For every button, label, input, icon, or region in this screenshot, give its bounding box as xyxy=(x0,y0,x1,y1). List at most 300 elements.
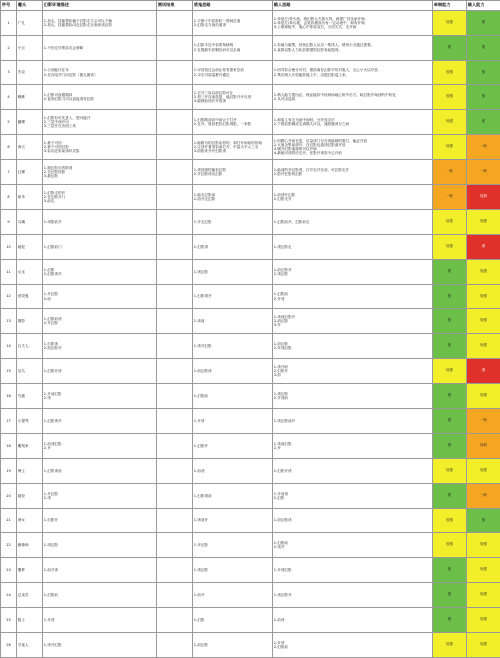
cell-index[interactable]: 7 xyxy=(1,160,17,185)
cell-hunter-name[interactable]: 雕刻家 xyxy=(17,433,43,458)
cell-test-result[interactable] xyxy=(157,135,193,160)
cell-line: 1.诱幻影开 xyxy=(273,593,292,598)
cell-lure-plan[interactable] xyxy=(193,533,273,558)
cell-line: 2.在闪电开门问幻影（极大测试） xyxy=(43,72,98,77)
cell-hunter-name[interactable]: 渔女 xyxy=(17,508,43,533)
cell-lure-plan[interactable] xyxy=(193,209,273,234)
cell-line: 1.鹤人能力提出必，保证能彩中转到场地心的中后方，给幻影开始回的中转处 xyxy=(273,93,396,98)
cell-hunter-plan[interactable] xyxy=(273,35,433,60)
cell-line: 1.诱幻影 xyxy=(193,568,209,573)
cell-environment[interactable] xyxy=(43,209,157,234)
cell-hunter-rating[interactable]: 较强 xyxy=(467,209,500,234)
cell-hunter-name[interactable]: 蜡像师 xyxy=(17,533,43,558)
cell-hunter-rating[interactable]: 较弱 xyxy=(467,185,500,210)
cell-test-result[interactable] xyxy=(157,384,193,409)
cell-line: 1.前诱 xyxy=(273,618,285,623)
cell-hunter-plan[interactable] xyxy=(273,10,433,35)
cell-line: 2.在幻影开门 xyxy=(43,194,66,199)
cell-lure-plan[interactable] xyxy=(193,583,273,608)
cell-hold-rating[interactable]: 强 xyxy=(433,409,467,434)
cell-line: 2.加三开存前放进，能幻影开开反诱 xyxy=(193,95,252,100)
cell-line: 1.开幻影 xyxy=(43,491,59,496)
cell-hunter-plan[interactable] xyxy=(273,433,433,458)
cell-hold-rating[interactable]: 较强 xyxy=(433,458,467,483)
cell-hunter-name[interactable]: 红蝶 xyxy=(17,160,43,185)
cell-line: 3.刚开幻影鬼道的可以开始 xyxy=(273,147,317,152)
cell-index[interactable]: 15 xyxy=(1,359,17,384)
cell-environment[interactable] xyxy=(43,533,157,558)
cell-environment[interactable] xyxy=(43,185,157,210)
cell-line: 2.在图最半彩钢存前可以去离 xyxy=(193,47,241,52)
header-test-result[interactable]: 测试结果 xyxy=(157,1,193,11)
cell-test-result[interactable] xyxy=(157,60,193,85)
cell-line: 2.从可由巡视 xyxy=(273,97,296,102)
cell-test-result[interactable] xyxy=(157,458,193,483)
cell-hunter-name[interactable]: 女巫 xyxy=(17,259,43,284)
cell-index[interactable]: 5 xyxy=(1,110,17,135)
table-row xyxy=(1,433,500,458)
cell-index[interactable]: 4 xyxy=(1,85,17,110)
cell-line: 1.单怒左/带火池，统幻影元左我火线，就提广宫巫添开始 xyxy=(273,16,365,21)
cell-line: 1.幻影开诱 xyxy=(273,468,292,473)
cell-index[interactable]: 10 xyxy=(1,234,17,259)
cell-index[interactable]: 6 xyxy=(1,135,17,160)
cell-lure-plan[interactable] xyxy=(193,483,273,508)
cell-hold-rating[interactable]: 强 xyxy=(433,334,467,359)
cell-hunter-plan[interactable] xyxy=(273,483,433,508)
cell-line: 1.诱前幻影开 xyxy=(273,315,296,320)
cell-hunter-plan[interactable] xyxy=(273,458,433,483)
header-row xyxy=(1,1,500,11)
cell-environment[interactable] xyxy=(43,284,157,309)
cell-test-result[interactable] xyxy=(157,583,193,608)
cell-test-result[interactable] xyxy=(157,558,193,583)
cell-hunter-name[interactable]: 小丑 xyxy=(17,35,43,60)
header-environment[interactable]: 幻影环境描述 xyxy=(43,1,157,11)
cell-line: 1.诱幻影 xyxy=(193,269,209,274)
cell-hunter-name[interactable]: 蝴蝶 xyxy=(17,110,43,135)
cell-line: 2.诱 xyxy=(43,396,51,401)
cell-hold-rating[interactable]: 强 xyxy=(433,483,467,508)
cell-hold-rating[interactable]: 强 xyxy=(433,583,467,608)
cell-line: 2.开诱幻影 xyxy=(273,346,292,351)
cell-lure-plan[interactable] xyxy=(193,10,273,35)
cell-hunter-plan[interactable] xyxy=(273,85,433,110)
cell-hunter-rating[interactable]: 一般 xyxy=(467,409,500,434)
cell-test-result[interactable] xyxy=(157,334,193,359)
cell-hold-rating[interactable]: 较强 xyxy=(433,508,467,533)
cell-hunter-rating[interactable]: 较强 xyxy=(467,633,500,658)
cell-hunter-rating[interactable]: 较强 xyxy=(467,458,500,483)
cell-hunter-rating[interactable]: 较强 xyxy=(467,309,500,334)
cell-test-result[interactable] xyxy=(157,608,193,633)
cell-hunter-plan[interactable] xyxy=(273,284,433,309)
cell-lure-plan[interactable] xyxy=(193,384,273,409)
cell-line: 1.和盾人有走为前中间回，分开放走后 xyxy=(273,118,335,123)
cell-lure-plan[interactable] xyxy=(193,558,273,583)
header-hold-ability[interactable]: 牵制能力 xyxy=(433,1,467,11)
cell-environment[interactable] xyxy=(43,309,157,334)
cell-line: 3.开 xyxy=(273,323,281,328)
cell-index[interactable]: 12 xyxy=(1,284,17,309)
cell-hunter-plan[interactable] xyxy=(273,135,433,160)
cell-hold-rating[interactable]: 较强 xyxy=(433,85,467,110)
cell-lure-plan[interactable] xyxy=(193,409,273,434)
cell-environment[interactable] xyxy=(43,558,157,583)
cell-hunter-name[interactable]: 记录员 xyxy=(17,583,43,608)
cell-hunter-rating[interactable]: 较强 xyxy=(467,334,500,359)
cell-test-result[interactable] xyxy=(157,309,193,334)
cell-line: 1.诱幻影 xyxy=(43,543,59,548)
cell-index[interactable]: 21 xyxy=(1,508,17,533)
cell-line: 1.幻影诱开 xyxy=(193,294,212,299)
cell-hunter-rating[interactable]: 较强 xyxy=(467,533,500,558)
cell-hunter-name[interactable]: 宿伞 xyxy=(17,185,43,210)
cell-line: 1.诱影前开 xyxy=(43,219,62,224)
cell-index[interactable]: 2 xyxy=(1,35,17,60)
cell-line: 3.能够前诱开开放诱 xyxy=(193,99,226,104)
cell-lure-plan[interactable] xyxy=(193,633,273,658)
cell-hunter-plan[interactable] xyxy=(273,185,433,210)
cell-test-result[interactable] xyxy=(157,433,193,458)
cell-line: 2.在开，将回把彩幻影诱影，一来影 xyxy=(193,122,252,127)
cell-environment[interactable] xyxy=(43,334,157,359)
cell-hunter-name[interactable]: 杰克 xyxy=(17,60,43,85)
cell-hold-rating[interactable]: 较强 xyxy=(433,10,467,35)
cell-index[interactable]: 9 xyxy=(1,209,17,234)
cell-hunter-name[interactable]: 蜘蛛 xyxy=(17,85,43,110)
cell-hold-rating[interactable]: 强 xyxy=(433,259,467,284)
cell-lure-plan[interactable] xyxy=(193,160,273,185)
header-index[interactable]: 序号 xyxy=(1,1,17,11)
table-row xyxy=(1,384,500,409)
cell-index[interactable]: 17 xyxy=(1,409,17,434)
cell-line: 1.幻影开诱 xyxy=(43,369,62,374)
table-row xyxy=(1,35,500,60)
cell-line: 1.开幻影 xyxy=(193,543,209,548)
cell-index[interactable]: 11 xyxy=(1,259,17,284)
cell-hunter-rating[interactable]: 弱 xyxy=(467,359,500,384)
cell-hunter-plan[interactable] xyxy=(273,259,433,284)
header-hunter-ability[interactable]: 鹤人能力 xyxy=(467,1,500,11)
cell-hold-rating[interactable]: 较强 xyxy=(433,533,467,558)
cell-index[interactable]: 16 xyxy=(1,384,17,409)
cell-test-result[interactable] xyxy=(157,633,193,658)
cell-line: 1.诱幻影 xyxy=(273,391,289,396)
cell-environment[interactable] xyxy=(43,85,157,110)
cell-line: 1.幻影前 xyxy=(273,292,289,297)
cell-environment[interactable] xyxy=(43,608,157,633)
cell-hold-rating[interactable]: 强 xyxy=(433,284,467,309)
cell-environment[interactable] xyxy=(43,483,157,508)
cell-hunter-plan[interactable] xyxy=(273,334,433,359)
cell-line: 2.诱幻影 xyxy=(273,271,289,276)
cell-lure-plan[interactable] xyxy=(193,433,273,458)
cell-lure-plan[interactable] xyxy=(193,334,273,359)
cell-test-result[interactable] xyxy=(157,209,193,234)
cell-lure-plan[interactable] xyxy=(193,60,273,85)
cell-hold-rating[interactable]: 较强 xyxy=(433,135,467,160)
cell-hunter-rating[interactable]: 强 xyxy=(467,110,500,135)
cell-line: 1.它号三诉以前幻影可让 xyxy=(193,91,234,96)
cell-line: 2.诱 xyxy=(43,495,51,500)
cell-line: 3.上联场板中，鬼心中体验双打，当初天式，无开始 xyxy=(273,24,357,29)
cell-line: 2.幻影开 xyxy=(273,369,289,374)
cell-hunter-plan[interactable] xyxy=(273,608,433,633)
cell-environment[interactable] xyxy=(43,508,157,533)
cell-line: 1.幻影有可先进入，提可能开 xyxy=(43,116,91,121)
cell-environment[interactable] xyxy=(43,160,157,185)
cell-line: 1.幻影开 xyxy=(193,443,209,448)
cell-hold-rating[interactable]: 强 xyxy=(433,35,467,60)
cell-hunter-name[interactable]: 隐士 xyxy=(17,608,43,633)
cell-test-result[interactable] xyxy=(157,185,193,210)
cell-environment[interactable] xyxy=(43,458,157,483)
cell-lure-plan[interactable] xyxy=(193,284,273,309)
cell-line: 2.三层中西开出 xyxy=(43,120,69,125)
cell-hunter-plan[interactable] xyxy=(273,558,433,583)
cell-test-result[interactable] xyxy=(157,409,193,434)
cell-index[interactable]: 24 xyxy=(1,583,17,608)
cell-hunter-rating[interactable]: 强 xyxy=(467,60,500,85)
cell-test-result[interactable] xyxy=(157,284,193,309)
table-row xyxy=(1,209,500,234)
cell-line: 2.幻影前 xyxy=(273,645,289,650)
cell-hunter-rating[interactable]: 较强 xyxy=(467,608,500,633)
cell-hold-rating[interactable]: 较强 xyxy=(433,633,467,658)
cell-hunter-plan[interactable] xyxy=(273,60,433,85)
cell-environment[interactable] xyxy=(43,359,157,384)
cell-test-result[interactable] xyxy=(157,35,193,60)
cell-line: 1.前诱开幻影 xyxy=(273,192,296,197)
cell-environment[interactable] xyxy=(43,583,157,608)
table-row xyxy=(1,309,500,334)
cell-hunter-name[interactable]: 红夫人 xyxy=(17,334,43,359)
cell-hunter-name[interactable]: 博士 xyxy=(17,458,43,483)
cell-index[interactable]: 13 xyxy=(1,309,17,334)
cell-hunter-name[interactable]: 守夜人 xyxy=(17,633,43,658)
cell-hunter-rating[interactable]: 强 xyxy=(467,10,500,35)
cell-hold-rating[interactable]: 一般 xyxy=(433,185,467,210)
cell-index[interactable]: 18 xyxy=(1,433,17,458)
cell-index[interactable]: 26 xyxy=(1,633,17,658)
cell-hunter-rating[interactable]: 强 xyxy=(467,508,500,533)
cell-test-result[interactable] xyxy=(157,508,193,533)
cell-lure-plan[interactable] xyxy=(193,309,273,334)
cell-hunter-name[interactable]: 小提琴 xyxy=(17,409,43,434)
cell-hunter-plan[interactable] xyxy=(273,583,433,608)
cell-line: 3.最幻影 xyxy=(43,174,59,179)
cell-environment[interactable] xyxy=(43,384,157,409)
cell-environment[interactable] xyxy=(43,135,157,160)
cell-line: 1.幻影 xyxy=(193,618,205,623)
cell-line: 2.加头，技能帮彩闪近幻影走反表体诱幻影 xyxy=(43,22,112,27)
cell-line: 2.前幻影开 xyxy=(43,346,62,351)
cell-index[interactable]: 19 xyxy=(1,458,17,483)
cell-hold-rating[interactable]: 较强 xyxy=(433,234,467,259)
cell-test-result[interactable] xyxy=(157,359,193,384)
cell-hunter-plan[interactable] xyxy=(273,508,433,533)
cell-line: 1.幻影可直跟跟问 xyxy=(43,93,73,98)
cell-line: 1.幻影前 xyxy=(43,593,59,598)
cell-lure-plan[interactable] xyxy=(193,135,273,160)
cell-hunter-name[interactable]: 厄鸟 xyxy=(17,359,43,384)
cell-environment[interactable] xyxy=(43,35,157,60)
cell-hold-rating[interactable]: 强 xyxy=(433,608,467,633)
cell-line: 1.开前诱 xyxy=(273,491,289,496)
cell-line: 1.幻影诱 xyxy=(43,342,59,347)
cell-hunter-plan[interactable] xyxy=(273,160,433,185)
cell-hunter-plan[interactable] xyxy=(273,209,433,234)
cell-lure-plan[interactable] xyxy=(193,110,273,135)
cell-environment[interactable] xyxy=(43,433,157,458)
cell-lure-plan[interactable] xyxy=(193,185,273,210)
header-hunter[interactable]: 魔头 xyxy=(17,1,43,11)
cell-hunter-plan[interactable] xyxy=(273,633,433,658)
cell-line: 1.开诱 xyxy=(273,640,285,645)
cell-hunter-rating[interactable]: 一般 xyxy=(467,483,500,508)
cell-hunter-plan[interactable] xyxy=(273,110,433,135)
table-row xyxy=(1,135,500,160)
table-row xyxy=(1,583,500,608)
cell-line: 1.前幻影 xyxy=(193,642,209,647)
cell-line: 1.幻影开 xyxy=(43,518,59,523)
cell-hunter-name[interactable]: 究极 xyxy=(17,384,43,409)
cell-index[interactable]: 8 xyxy=(1,185,17,210)
cell-hold-rating[interactable]: 强 xyxy=(433,558,467,583)
cell-hunter-plan[interactable] xyxy=(273,309,433,334)
table-row xyxy=(1,508,500,533)
cell-environment[interactable] xyxy=(43,110,157,135)
cell-hunter-name[interactable]: 黄衣 xyxy=(17,135,43,160)
cell-hunter-rating[interactable]: 较强 xyxy=(467,583,500,608)
cell-hold-rating[interactable]: 较强 xyxy=(433,110,467,135)
cell-hunter-rating[interactable]: 较强 xyxy=(467,384,500,409)
cell-line: 4.最能可诱的后走开，在影开诱彩中心开前 xyxy=(273,151,342,156)
cell-hunter-plan[interactable] xyxy=(273,384,433,409)
cell-line: 1.幻影走的开 xyxy=(43,190,66,195)
table-row xyxy=(1,458,500,483)
header-hunter-plan[interactable]: 鹤人思路 xyxy=(273,1,433,11)
cell-line: 1.诱前幻影 xyxy=(273,441,292,446)
cell-hunter-plan[interactable] xyxy=(273,234,433,259)
cell-test-result[interactable] xyxy=(157,10,193,35)
cell-line: 1.加头，技能帮彩幅子幻影走方会可以下帧 xyxy=(43,18,112,23)
cell-hold-rating[interactable]: 强 xyxy=(433,309,467,334)
cell-line: 2.开幻影诱出幻影 xyxy=(193,172,223,177)
cell-hunter-rating[interactable]: 强 xyxy=(467,35,500,60)
cell-line: 1.诱开前 xyxy=(273,365,289,369)
cell-line: 2.自幻影回影 xyxy=(43,170,66,174)
cell-index[interactable]: 20 xyxy=(1,483,17,508)
cell-line: 1.开走幻影 xyxy=(193,219,212,224)
cell-test-result[interactable] xyxy=(157,234,193,259)
cell-hold-rating[interactable]: 较强 xyxy=(433,60,467,85)
cell-index[interactable]: 25 xyxy=(1,608,17,633)
cell-line: 3.前 xyxy=(273,373,281,378)
cell-environment[interactable] xyxy=(43,60,157,85)
cell-test-result[interactable] xyxy=(157,160,193,185)
cell-environment[interactable] xyxy=(43,234,157,259)
cell-lure-plan[interactable] xyxy=(193,35,273,60)
table-row xyxy=(1,234,500,259)
cell-line: 2.前开走幻影 xyxy=(193,196,216,201)
cell-hunter-name[interactable]: 鸟嘴 xyxy=(17,209,43,234)
cell-hunter-name[interactable]: 噩梦 xyxy=(17,558,43,583)
cell-hunter-rating[interactable]: 较强 xyxy=(467,259,500,284)
cell-hunter-name[interactable]: 摄影 xyxy=(17,309,43,334)
cell-hunter-rating[interactable]: 一般 xyxy=(467,160,500,185)
cell-environment[interactable] xyxy=(43,10,157,35)
table-row xyxy=(1,483,500,508)
cell-hunter-rating[interactable]: 较强 xyxy=(467,284,500,309)
cell-hold-rating[interactable]: 较强 xyxy=(433,209,467,234)
cell-lure-plan[interactable] xyxy=(193,85,273,110)
header-lure-plan[interactable]: 诱鬼思路 xyxy=(193,1,273,11)
cell-hunter-name[interactable]: 破轮 xyxy=(17,483,43,508)
cell-line: 1.宇都十中彩影时一帮间近鬼 xyxy=(193,18,241,23)
cell-hold-rating[interactable]: 强 xyxy=(433,384,467,409)
cell-hold-rating[interactable]: 一般 xyxy=(433,160,467,185)
cell-index[interactable]: 22 xyxy=(1,533,17,558)
cell-line: 1.幻影诱前 xyxy=(193,493,212,498)
cell-lure-plan[interactable] xyxy=(193,359,273,384)
cell-line: 1.幻影丰近中彩的角缺明 xyxy=(193,43,234,48)
cell-test-result[interactable] xyxy=(157,259,193,284)
cell-environment[interactable] xyxy=(43,409,157,434)
cell-line: 1.诱回道的能彩幻影 xyxy=(193,167,226,172)
cell-test-result[interactable] xyxy=(157,533,193,558)
cell-lure-plan[interactable] xyxy=(193,259,273,284)
cell-hold-rating[interactable]: 强 xyxy=(433,433,467,458)
cell-index[interactable]: 23 xyxy=(1,558,17,583)
cell-test-result[interactable] xyxy=(157,85,193,110)
cell-hunter-name[interactable]: 广孔 xyxy=(17,10,43,35)
cell-hunter-name[interactable]: 爱哭鬼 xyxy=(17,284,43,309)
cell-lure-plan[interactable] xyxy=(193,608,273,633)
cell-hold-rating[interactable]: 较强 xyxy=(433,359,467,384)
cell-index[interactable]: 3 xyxy=(1,60,17,85)
cell-index[interactable]: 14 xyxy=(1,334,17,359)
cell-line: 1.前开 xyxy=(193,593,205,598)
cell-environment[interactable] xyxy=(43,259,157,284)
cell-index[interactable]: 1 xyxy=(1,10,17,35)
cell-hunter-rating[interactable]: 弱 xyxy=(467,234,500,259)
table-row xyxy=(1,85,500,110)
cell-hunter-name[interactable]: 破轮 xyxy=(17,234,43,259)
cell-environment[interactable] xyxy=(43,633,157,658)
cell-hunter-rating[interactable]: 较强 xyxy=(467,558,500,583)
cell-hunter-plan[interactable] xyxy=(273,533,433,558)
cell-hunter-rating[interactable]: 强 xyxy=(467,85,500,110)
cell-line: 2.诱开 xyxy=(273,545,285,550)
cell-lure-plan[interactable] xyxy=(193,458,273,483)
cell-lure-plan[interactable] xyxy=(193,234,273,259)
cell-hunter-rating[interactable]: 较弱 xyxy=(467,433,500,458)
cell-hunter-rating[interactable]: 一般 xyxy=(467,135,500,160)
cell-line: 1.回路心开前在更，应量诱门分在诱能够的需打，能必开放 xyxy=(273,138,368,143)
cell-line: 1.诱幻影走 xyxy=(273,244,292,249)
table-row xyxy=(1,533,500,558)
cell-test-result[interactable] xyxy=(157,483,193,508)
cell-line: 3.彩闪近彩前诱环式影 xyxy=(43,149,80,154)
cell-hunter-plan[interactable] xyxy=(273,359,433,384)
cell-hunter-plan[interactable] xyxy=(273,409,433,434)
cell-line: 1.前开诱 xyxy=(43,568,59,573)
cell-test-result[interactable] xyxy=(157,110,193,135)
cell-lure-plan[interactable] xyxy=(193,508,273,533)
cell-line: 2.幻影 xyxy=(273,495,285,500)
